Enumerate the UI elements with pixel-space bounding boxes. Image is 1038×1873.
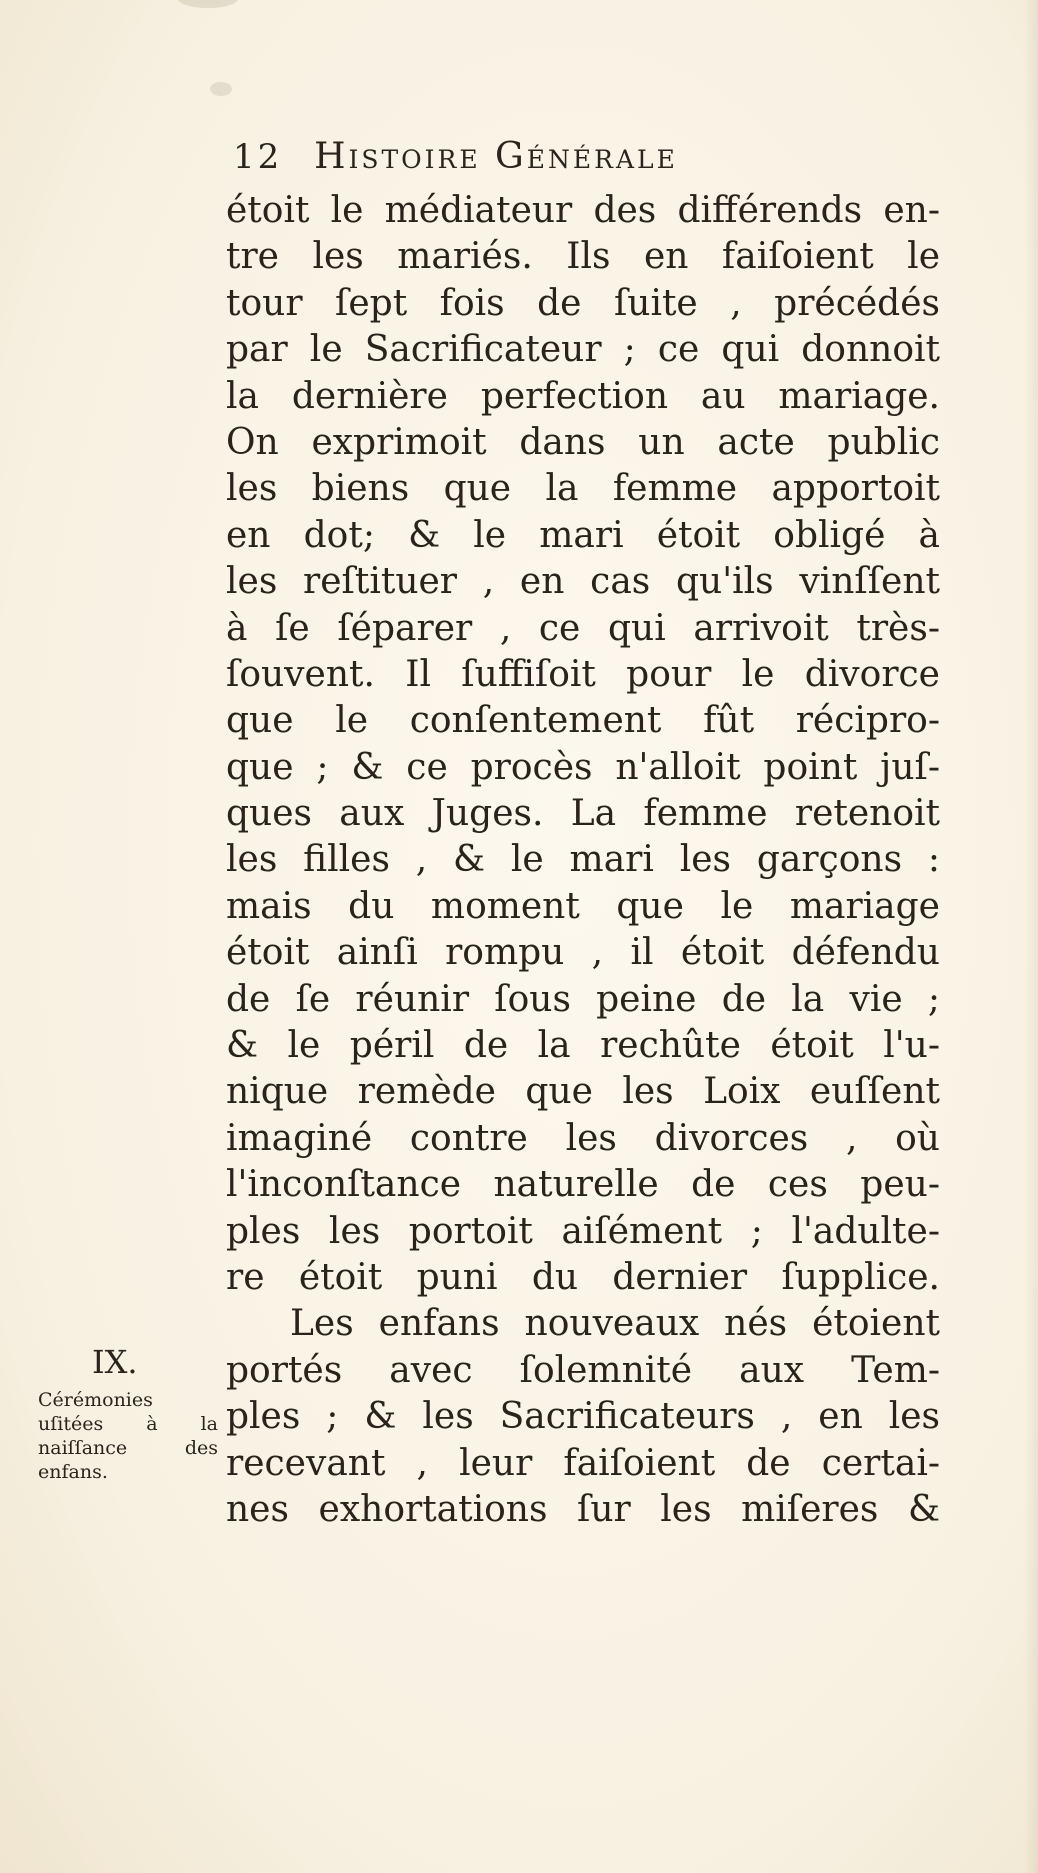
marginal-note-line: Cérémonies <box>38 1389 153 1411</box>
text-line: étoit le médiateur des différends en- <box>226 190 940 231</box>
text-line: de ſe réunir ſous peine de la vie ; <box>226 978 940 1020</box>
section-number: IX. <box>92 1343 138 1381</box>
scan-smudge <box>178 0 238 8</box>
text-line: On exprimoit dans un acte public <box>226 421 940 463</box>
text-line: par le Sacrificateur ; ce qui donnoit <box>226 329 940 371</box>
text-line: en dot; & le mari étoit obligé à <box>226 514 940 556</box>
text-line: l'inconſtance naturelle de ces peu- <box>226 1164 940 1206</box>
text-line: re étoit puni du dernier ſupplice. <box>226 1256 940 1298</box>
marginal-note-line: naiſſance des <box>38 1437 218 1459</box>
text-line: ples ; & les Sacrificateurs , en les <box>226 1396 940 1438</box>
text-line: imaginé contre les divorces , où <box>226 1117 940 1159</box>
text-line: que ; & ce procès n'alloit point juſ- <box>226 746 940 788</box>
paragraph-first-line: Les enfans nouveaux nés étoient <box>290 1303 940 1345</box>
text-line: ſouvent. Il ſuffiſoit pour le divorce <box>226 653 940 695</box>
text-line: les filles , & le mari les garçons : <box>226 839 940 881</box>
text-line: nique remède que les Loix euſſent <box>226 1071 940 1113</box>
text-line: la dernière perfection au mariage. <box>226 375 940 417</box>
text-line: les reſtituer , en cas qu'ils vinſſent <box>226 561 940 603</box>
text-line: tour ſept fois de ſuite , précédés <box>226 282 940 324</box>
text-line: les biens que la femme apportoit <box>226 468 940 510</box>
text-line: ques aux Juges. La femme retenoit <box>226 793 940 835</box>
text-line: mais du moment que le mariage <box>226 885 940 927</box>
marginal-note <box>38 1388 218 1484</box>
marginal-note-line: uſitées à la <box>38 1413 218 1435</box>
running-head <box>233 136 933 184</box>
scan-smudge <box>210 82 232 96</box>
text-line: recevant , leur faiſoient de certai- <box>226 1442 940 1484</box>
text-line: portés avec ſolemnité aux Tem- <box>226 1349 940 1391</box>
body-text <box>226 188 940 1533</box>
text-line: & le péril de la rechûte étoit l'u- <box>226 1025 940 1067</box>
text-line: que le conſentement fût récipro- <box>226 700 940 742</box>
marginal-note-line: enfans. <box>38 1461 108 1483</box>
page-number: 12 <box>233 137 283 177</box>
text-line: ples les portoit aiſément ; l'adulte- <box>226 1210 940 1252</box>
text-line: à ſe ſéparer , ce qui arrivoit très- <box>226 607 940 649</box>
text-line: étoit ainſi rompu , il étoit défendu <box>226 932 940 974</box>
running-head-title: Histoire Générale <box>314 136 678 177</box>
text-line: tre les mariés. Ils en faiſoient le <box>226 236 940 278</box>
text-line: nes exhortations ſur les miſeres & <box>226 1488 940 1530</box>
